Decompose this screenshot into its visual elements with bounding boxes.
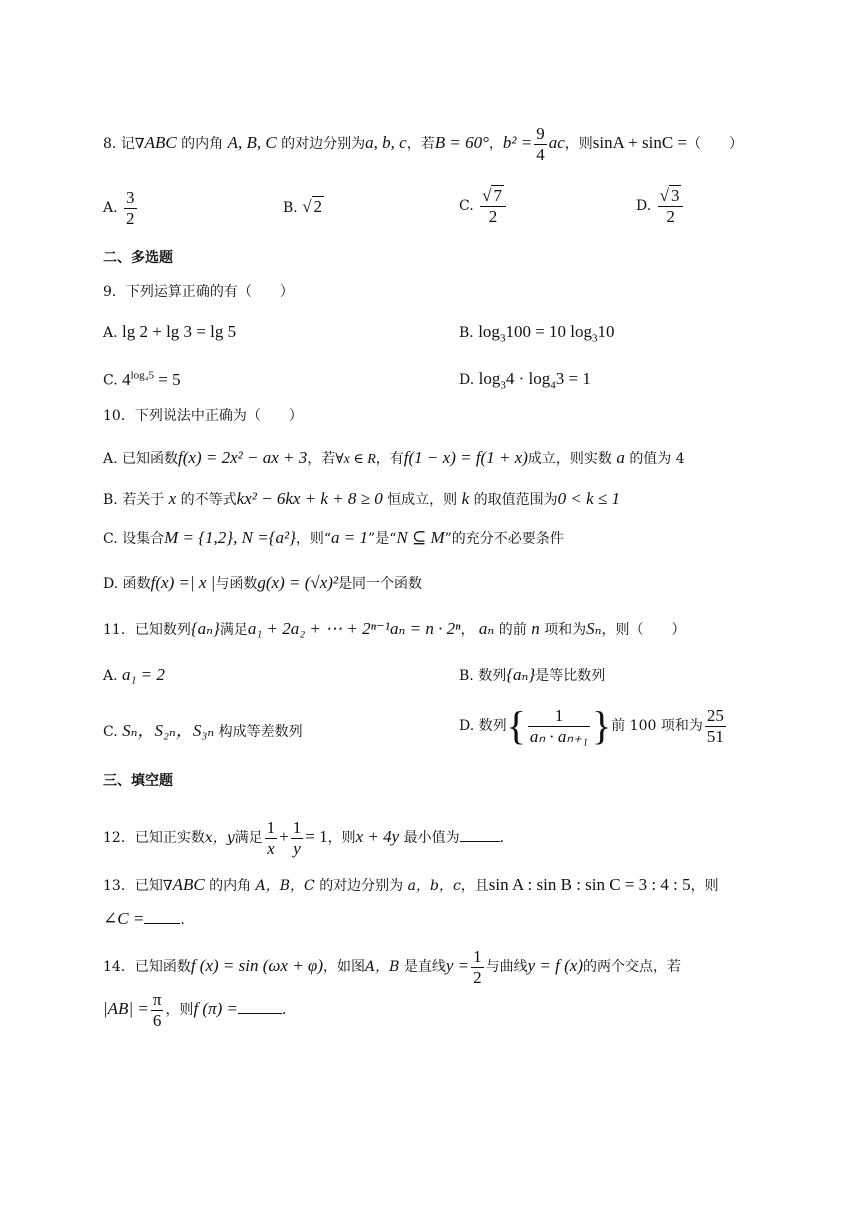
- math: a₁ + 2a₂ + ⋯ + 2ⁿ⁻¹aₙ = n · 2ⁿ: [247, 619, 461, 638]
- option-label: A.: [103, 325, 118, 341]
- math: {aₙ}: [190, 619, 220, 638]
- q8-text3: ，若: [406, 136, 435, 153]
- math: A，B，C: [255, 878, 315, 894]
- text: ，: [460, 622, 475, 638]
- q9-option-d: [459, 370, 591, 391]
- text: 的取值范围为: [473, 492, 558, 508]
- section-title-fill-blank: 三、填空题: [103, 773, 173, 789]
- frac-den: 2: [126, 208, 135, 228]
- option-label: B.: [459, 668, 474, 684]
- option-math: [478, 322, 615, 345]
- math: M = {1,2}, N =: [164, 528, 269, 547]
- q8-angles: A, B, C: [227, 133, 277, 153]
- text: 的前: [498, 622, 527, 638]
- text: 的值为 4: [629, 451, 685, 467]
- q8-stem: 8. 记∇ABC 的内角 A, B, C 的对边分别为a, b, c，若B = 60°，b² = $\frac{9}{4}$ ac，则sinA + sinC =（ ）: [103, 124, 744, 164]
- math: N ⊆ M: [396, 528, 445, 547]
- frac-pi-6: [151, 990, 164, 1030]
- q8-text4: ，则: [564, 136, 593, 153]
- left-brace-icon: {: [506, 703, 526, 749]
- answer-blank[interactable]: [144, 923, 180, 924]
- math: k: [461, 489, 470, 508]
- text: ，有: [375, 451, 404, 467]
- q8-prefix: 记∇: [120, 136, 145, 153]
- math: f (π) =: [193, 999, 238, 1019]
- math: Sₙ，S₂ₙ，S₃ₙ: [122, 721, 215, 740]
- q8-option-d: [636, 186, 685, 226]
- radicand: 7: [493, 186, 502, 205]
- math: ABC: [172, 875, 205, 894]
- math: y = f (x): [527, 956, 583, 976]
- right-brace-icon: }: [592, 703, 612, 749]
- option-label: D.: [103, 576, 119, 592]
- math-mid: 4 · log: [505, 369, 551, 388]
- text: ，则: [327, 830, 356, 847]
- frac-den: aₙ · aₙ₊₁: [529, 726, 589, 746]
- q8-text1: 的内角: [181, 136, 224, 153]
- math-rhs: = 5: [158, 369, 181, 389]
- option-label: A.: [103, 200, 118, 217]
- text: ，则: [165, 1002, 194, 1019]
- q8-option-b: [283, 198, 324, 215]
- q8-fraction: [534, 124, 547, 164]
- q10-option-a: [103, 449, 685, 467]
- text: .: [281, 1002, 287, 1019]
- math: +: [279, 827, 289, 847]
- frac-num: 3: [126, 188, 135, 207]
- text: 满足: [219, 622, 248, 638]
- option-label: D.: [636, 198, 652, 215]
- math: n: [531, 619, 540, 638]
- text: 14．已知函数: [103, 959, 191, 976]
- q8-paren: （ ）: [687, 136, 744, 153]
- frac-den: 2: [666, 206, 675, 226]
- math: y =: [445, 956, 470, 976]
- option-math: lg 2 + lg 3 = lg 5: [122, 322, 237, 341]
- q11-stem: [103, 620, 686, 637]
- option-label: D.: [459, 372, 475, 388]
- text: 设集合: [122, 531, 165, 547]
- text: ，且: [460, 878, 489, 894]
- q8-option-c: [459, 186, 508, 226]
- math: ∠C =: [103, 909, 145, 928]
- log-text: log: [478, 322, 500, 341]
- text: ，则“: [295, 531, 332, 547]
- sqrt-expr: √ 2: [302, 197, 323, 216]
- q12-stem: [103, 818, 504, 858]
- q9-option-a: [103, 323, 236, 340]
- math: a₁ = 2: [122, 665, 165, 684]
- math: a = 1: [331, 528, 369, 547]
- q9-option-b: [459, 323, 615, 344]
- text: .: [499, 830, 505, 847]
- math: f(x) = 2x² − ax + 3: [178, 448, 308, 467]
- frac-num: π: [152, 990, 162, 1009]
- q9-stem: 9．下列运算正确的有（ ）: [103, 284, 294, 300]
- q8-cond2-rhs: ac: [548, 133, 565, 153]
- math: a: [616, 448, 625, 467]
- math-post: 10: [597, 322, 615, 341]
- math: sin A : sin B : sin C = 3 : 4 : 5: [488, 875, 691, 894]
- q8-cond1: B = 60°: [434, 133, 489, 153]
- frac-half: [471, 947, 484, 987]
- option-label: C.: [103, 372, 118, 389]
- text: 是直线: [403, 959, 446, 976]
- option-label: C.: [103, 724, 118, 740]
- q8-text2: 的对边分别为: [281, 136, 366, 153]
- option-math: [122, 370, 181, 389]
- text: 13．已知∇: [103, 878, 173, 894]
- sum-frac: [705, 706, 726, 746]
- text: .: [180, 912, 185, 928]
- frac-den: 2: [473, 967, 482, 987]
- text: 最小值为: [403, 830, 460, 847]
- math: ∀x ∈ R: [335, 452, 376, 467]
- text: 与函数: [215, 576, 258, 592]
- q8-sides: a, b, c: [365, 133, 407, 153]
- frac-num: 1: [473, 947, 482, 966]
- text: 是同一个函数: [338, 576, 422, 592]
- math: f(x) =| x |: [150, 573, 216, 592]
- text: 数列: [478, 718, 507, 735]
- q14-stem: [103, 947, 681, 987]
- radicand: 3: [670, 186, 680, 205]
- frac-num: [480, 186, 506, 207]
- q8-frac-num: 9: [536, 124, 545, 143]
- q8-a-frac: [124, 188, 137, 228]
- text: 函数: [122, 576, 151, 592]
- text: 的不等式: [180, 492, 237, 508]
- text: 11．已知数列: [103, 622, 191, 638]
- q13-answer: [103, 910, 185, 927]
- power-exp: log₄5: [130, 369, 155, 381]
- frac-den: x: [267, 838, 275, 858]
- text: 的两个交点，若: [582, 959, 681, 976]
- q11-option-c: [103, 722, 303, 739]
- math: kx² − 6kx + k + 8 ≥ 0: [236, 489, 383, 508]
- q10-option-d: [103, 574, 422, 591]
- text: ，如图: [322, 959, 365, 976]
- q10-stem: 10．下列说法中正确为（ ）: [103, 408, 303, 424]
- frac-num: 1: [292, 818, 302, 837]
- text: 恒成立，则: [387, 492, 458, 508]
- text: ，则: [690, 878, 719, 894]
- q8-option-a: [103, 188, 139, 228]
- text: ，若: [307, 451, 336, 467]
- math: x + 4y: [355, 827, 400, 847]
- frac-den: y: [293, 838, 301, 858]
- frac-1-x: [265, 818, 278, 858]
- q13-stem: [103, 876, 719, 893]
- math: {aₙ}: [506, 665, 536, 684]
- seq-frac: [528, 706, 590, 746]
- q8-number: 8.: [103, 136, 117, 153]
- math: 0 < k ≤ 1: [557, 489, 620, 508]
- text: ”的充分不必要条件: [444, 531, 564, 547]
- text: 的内角: [209, 878, 252, 894]
- frac-1-y: [291, 818, 304, 858]
- option-label: B.: [459, 325, 474, 341]
- text: 的对边分别为: [319, 878, 404, 894]
- log-base: 3: [592, 332, 598, 345]
- answer-blank[interactable]: [460, 841, 500, 842]
- text: 若关于: [122, 492, 165, 508]
- text: 成立，则实数: [527, 451, 612, 467]
- math-post: 3 = 1: [555, 369, 591, 388]
- option-label: B.: [103, 492, 118, 508]
- text: 已知函数: [122, 451, 179, 467]
- q11-option-b: [459, 666, 605, 683]
- q8-c-frac: [480, 186, 506, 226]
- sqrt-expr: √ 7: [482, 186, 502, 205]
- q11-option-a: [103, 666, 165, 683]
- text: 与曲线: [485, 959, 528, 976]
- radicand: 2: [313, 197, 323, 216]
- option-label: A.: [103, 451, 118, 467]
- math: a，b，c: [407, 878, 461, 894]
- text: 12．已知正实数: [103, 830, 205, 847]
- sqrt-expr: √ 3: [659, 186, 680, 205]
- log-base: 3: [499, 332, 506, 345]
- math: = 1: [305, 827, 328, 847]
- math: f (x) = sin (ωx + φ): [190, 956, 323, 976]
- q9-option-c: [103, 370, 181, 388]
- text: 数列: [478, 668, 507, 684]
- math: f(1 − x) = f(1 + x): [403, 448, 528, 467]
- q10-option-b: [103, 490, 620, 507]
- q8-abc: ABC: [144, 133, 177, 153]
- text: ”是“: [368, 531, 397, 547]
- frac-den: 2: [488, 206, 498, 226]
- math-mid: 100 = 10 log: [505, 322, 592, 341]
- answer-blank[interactable]: [238, 1013, 282, 1014]
- text: 项和为: [544, 622, 587, 638]
- text: 前 100 项和为: [611, 718, 703, 735]
- frac-den: 51: [706, 726, 724, 746]
- power-base: 4: [122, 369, 131, 389]
- math: A，B: [364, 959, 400, 976]
- log-base: 3: [500, 379, 506, 392]
- frac-num: 25: [706, 706, 724, 725]
- math: x，y: [204, 830, 235, 847]
- frac-num: 1: [528, 706, 590, 727]
- text: ，则（ ）: [601, 622, 686, 638]
- text: 满足: [234, 830, 263, 847]
- option-label: C.: [459, 198, 474, 215]
- q8-frac-den: 4: [536, 144, 545, 164]
- q10-option-c: [103, 529, 564, 546]
- math: {a²}: [268, 528, 296, 547]
- frac-num: 1: [266, 818, 276, 837]
- math: x: [168, 489, 177, 508]
- q8-cond2-lhs: b² =: [502, 133, 533, 153]
- math: |AB| =: [103, 999, 149, 1019]
- option-label: A.: [103, 668, 118, 684]
- q11-option-d: [459, 703, 728, 749]
- text: 是等比数列: [535, 668, 606, 684]
- text: 构成等差数列: [218, 724, 303, 740]
- math: Sₙ: [586, 619, 602, 638]
- frac-num: [658, 186, 684, 207]
- option-math: [478, 369, 591, 392]
- section-title-multi-choice: 二、多选题: [103, 250, 173, 266]
- q8-ask: sinA + sinC =: [592, 133, 688, 153]
- option-label: D.: [459, 718, 475, 735]
- q14-answer: [103, 990, 286, 1030]
- log-base: 4: [550, 379, 556, 392]
- frac-den: 6: [152, 1010, 162, 1030]
- q8-d-frac: [658, 186, 684, 226]
- math: aₙ: [478, 619, 495, 638]
- math: g(x) = (√x)²: [257, 573, 338, 592]
- log-text: log: [478, 369, 501, 388]
- option-label: B.: [283, 200, 298, 216]
- option-label: C.: [103, 531, 118, 547]
